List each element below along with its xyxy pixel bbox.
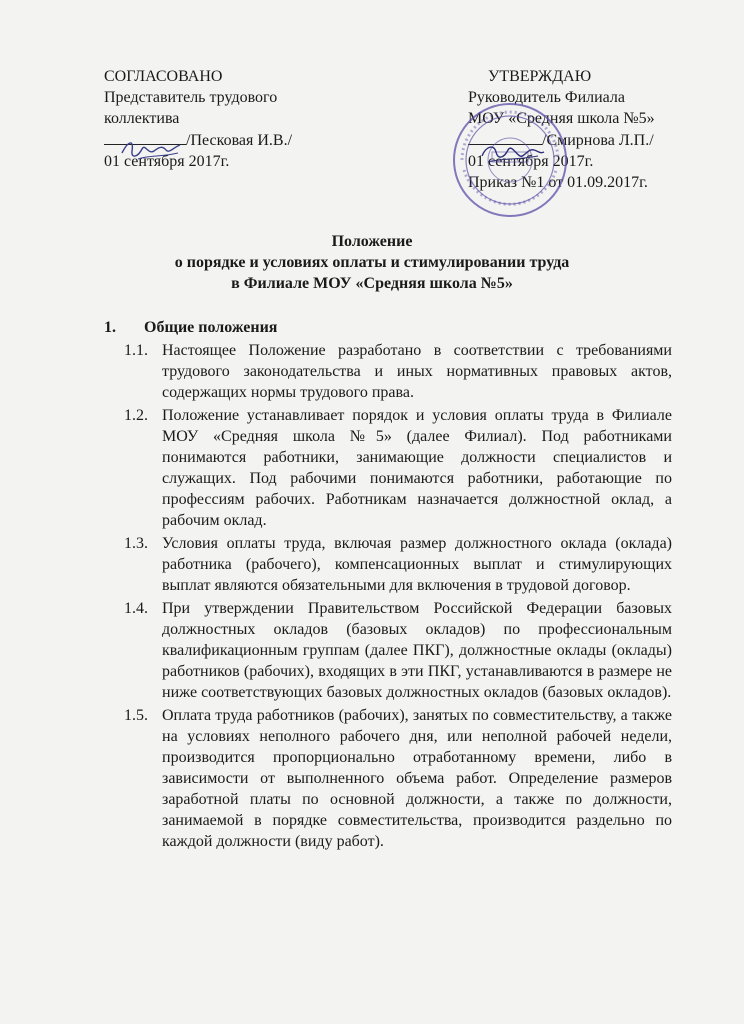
approval-right-order: Приказ №1 от 01.09.2017г. [468, 174, 648, 191]
clause-text: Оплата труда работников (рабочих), занятых по совместительству, а также на условиях неполного рабочего дня, или неполной рабочей недели, производится пропорционально отработанному времени, либо в зависимости от выполненного объема работ. Определение размеров заработной платы по основной должности, а также по должности, занимаемой в порядке совместительства, производится раздельно по каждой должности (виду работ). [162, 707, 672, 850]
approval-left-line1: Представитель трудового [104, 89, 278, 106]
clause-number: 1.5. [124, 707, 148, 724]
clause-list [124, 340, 672, 854]
approval-right-heading: УТВЕРЖДАЮ [488, 68, 592, 85]
clause-item [124, 598, 672, 703]
clause-item [124, 340, 672, 403]
approval-right-date: 01 сентября 2017г. [468, 153, 594, 170]
section-heading [104, 317, 277, 338]
clause-number: 1.3. [124, 535, 148, 552]
approval-left-heading: СОГЛАСОВАНО [104, 68, 223, 85]
section-number: 1. [104, 319, 116, 336]
clause-number: 1.1. [124, 342, 148, 359]
approval-left-signer: /Песковая И.В./ [186, 132, 293, 149]
clause-item [124, 705, 672, 852]
clause-text: Условия оплаты труда, включая размер должностного оклада (оклада) работника (рабочего), компенсационных выплат и стимулирующих выплат являются обязательными для включения в трудовой договор. [162, 535, 672, 594]
title-line1: Положение [331, 233, 413, 250]
clause-text: Настоящее Положение разработано в соответствии с требованиями трудового законодательства и иных нормативных правовых актов, содержащих нормы трудового права. [162, 342, 672, 401]
approval-block-left [104, 66, 344, 172]
clause-number: 1.4. [124, 600, 148, 617]
clause-text: Положение устанавливает порядок и условия оплаты труда в Филиале МОУ «Средняя школа №5» (далее Филиал). Под работниками понимаются работники, занимающие должности специалистов и служащих. Под рабочими понимаются работники, работающие по профессиям рабочих. Работникам назначается должностной оклад, а рабочим оклад. [162, 407, 672, 529]
round-stamp-icon [450, 100, 570, 220]
approval-left-line2: коллектива [104, 110, 180, 127]
title-line3: в Филиале МОУ «Средняя школа №5» [231, 275, 513, 292]
approval-left-date: 01 сентября 2017г. [104, 153, 230, 170]
signature-line-left [104, 129, 186, 145]
approval-right-line1: Руководитель Филиала [468, 89, 625, 106]
clause-number: 1.2. [124, 407, 148, 424]
title-line2: о порядке и условиях оплаты и стимулировании труда [174, 254, 570, 271]
approval-right-line2: МОУ «Средняя школа №5» [468, 110, 655, 127]
clause-item [124, 405, 672, 531]
document-title [0, 231, 744, 294]
section-title: Общие положения [144, 319, 278, 336]
approval-right-signer: /Смирнова Л.П./ [542, 132, 654, 149]
clause-item [124, 533, 672, 596]
clause-text: При утверждении Правительством Российской Федерации базовых должностных окладов (базовых окладов) по профессиональным квалификационным группам (далее ПКГ), должностные оклады (оклады) работников (рабочих), входящих в эти ПКГ, устанавливаются в размере не ниже соответствующих базовых должностных окладов (базовых окладов). [162, 600, 672, 701]
approval-left-signature-row [104, 129, 344, 151]
